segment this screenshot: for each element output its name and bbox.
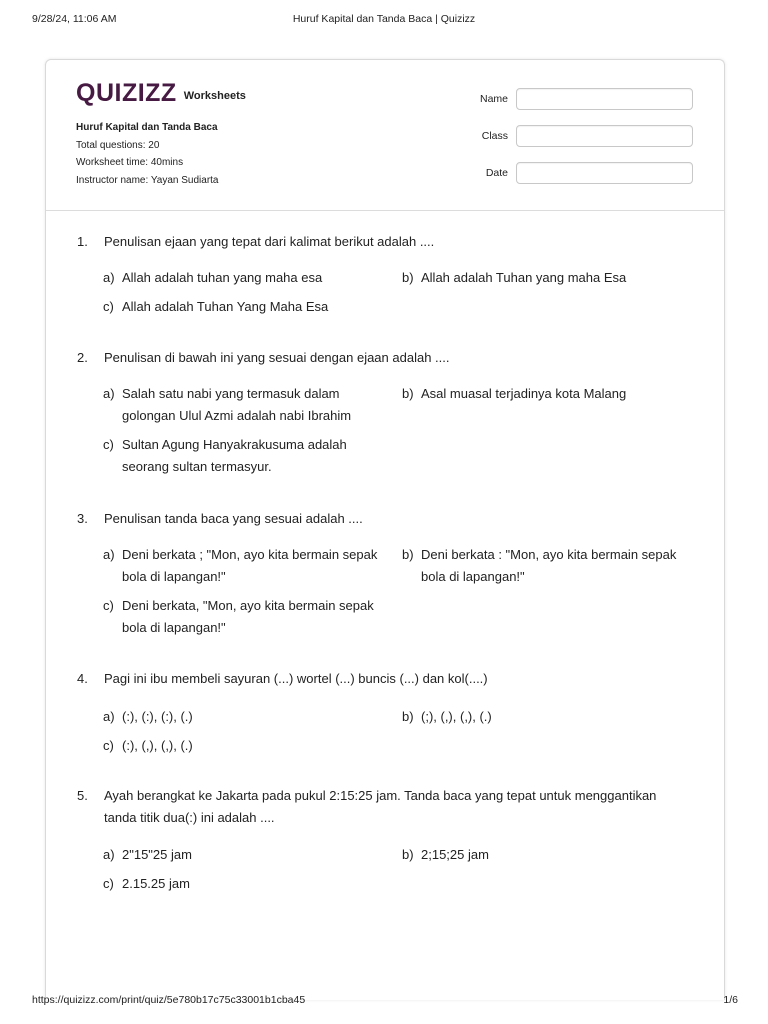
question-number: 1. xyxy=(77,234,88,249)
option-key: c) xyxy=(103,299,114,314)
option-key: a) xyxy=(103,847,115,862)
page-counter: 1/6 xyxy=(723,994,738,1006)
worksheet xyxy=(45,59,725,1000)
class-label: Class xyxy=(481,130,508,142)
option-key: c) xyxy=(103,437,114,452)
option-text: Deni berkata, "Mon, ayo kita bermain sepak bola di lapangan!" xyxy=(122,598,374,635)
option-text: 2;15;25 jam xyxy=(421,847,489,862)
option-key: a) xyxy=(103,386,115,401)
option-text: Deni berkata ; "Mon, ayo kita bermain sepak bola di lapangan!" xyxy=(122,547,378,584)
question-text: Ayah berangkat ke Jakarta pada pukul 2:15:25 jam. Tanda baca yang tepat untuk menggantikan tanda titik dua(:) ini adalah .... xyxy=(104,788,657,825)
instructor-name: Instructor name: Yayan Sudiarta xyxy=(76,174,219,186)
quiz-meta xyxy=(76,119,219,189)
name-field-row xyxy=(446,88,696,110)
option-text: 2"15"25 jam xyxy=(122,847,192,862)
option-text: Sultan Agung Hanyakrakusuma adalah seorang sultan termasyur. xyxy=(122,437,347,474)
option-text: Allah adalah Tuhan Yang Maha Esa xyxy=(122,299,329,314)
option-key: c) xyxy=(103,876,114,891)
option-text: Asal muasal terjadinya kota Malang xyxy=(421,386,627,401)
option-key: a) xyxy=(103,270,115,285)
brand-suffix: Worksheets xyxy=(183,90,246,102)
date-field[interactable] xyxy=(516,162,693,184)
option-key: b) xyxy=(402,547,414,562)
print-timestamp: 9/28/24, 11:06 AM xyxy=(32,13,117,25)
name-label: Name xyxy=(479,93,508,105)
date-field-row xyxy=(446,162,696,184)
print-url: https://quizizz.com/print/quiz/5e780b17c75c33001b1cba45 xyxy=(32,994,306,1006)
option-key: a) xyxy=(103,709,115,724)
option-key: b) xyxy=(402,386,414,401)
option-key: b) xyxy=(402,847,414,862)
option-text: (:), (:), (:), (.) xyxy=(122,709,193,724)
total-questions: Total questions: 20 xyxy=(76,139,160,151)
option-key: c) xyxy=(103,598,114,613)
option-text: (:), (,), (,), (.) xyxy=(122,738,193,753)
option-key: b) xyxy=(402,709,414,724)
question-text: Penulisan tanda baca yang sesuai adalah .... xyxy=(104,511,363,526)
question-text: Penulisan di bawah ini yang sesuai dengan ejaan adalah .... xyxy=(104,350,450,365)
option-text: Salah satu nabi yang termasuk dalam golongan Ulul Azmi adalah nabi Ibrahim xyxy=(122,386,352,423)
question-number: 2. xyxy=(77,350,88,365)
question-number: 5. xyxy=(77,788,88,803)
question-number: 3. xyxy=(77,511,88,526)
option-text: Allah adalah Tuhan yang maha Esa xyxy=(421,270,627,285)
option-text: (;), (,), (,), (.) xyxy=(421,709,492,724)
name-field[interactable] xyxy=(516,88,693,110)
worksheet-time: Worksheet time: 40mins xyxy=(76,157,184,168)
option-text: 2.15.25 jam xyxy=(122,876,190,891)
question-text: Penulisan ejaan yang tepat dari kalimat berikut adalah .... xyxy=(104,234,435,249)
print-page-title: Huruf Kapital dan Tanda Baca | Quizizz xyxy=(292,13,476,25)
question-number: 4. xyxy=(77,671,88,686)
brand-wordmark: QUIZIZZ xyxy=(76,79,177,107)
option-text: Allah adalah tuhan yang maha esa xyxy=(122,270,323,285)
question-text: Pagi ini ibu membeli sayuran (...) wortel (...) buncis (...) dan kol(....) xyxy=(104,671,488,686)
quiz-title: Huruf Kapital dan Tanda Baca xyxy=(76,122,218,133)
quizizz-logo xyxy=(76,79,246,107)
option-text: Deni berkata : "Mon, ayo kita bermain sepak bola di lapangan!" xyxy=(421,547,677,584)
class-field-row xyxy=(446,125,696,147)
class-field[interactable] xyxy=(516,125,693,147)
option-key: b) xyxy=(402,270,414,285)
option-key: c) xyxy=(103,738,114,753)
worksheet-header xyxy=(46,60,724,211)
date-label: Date xyxy=(485,167,508,179)
option-key: a) xyxy=(103,547,115,562)
